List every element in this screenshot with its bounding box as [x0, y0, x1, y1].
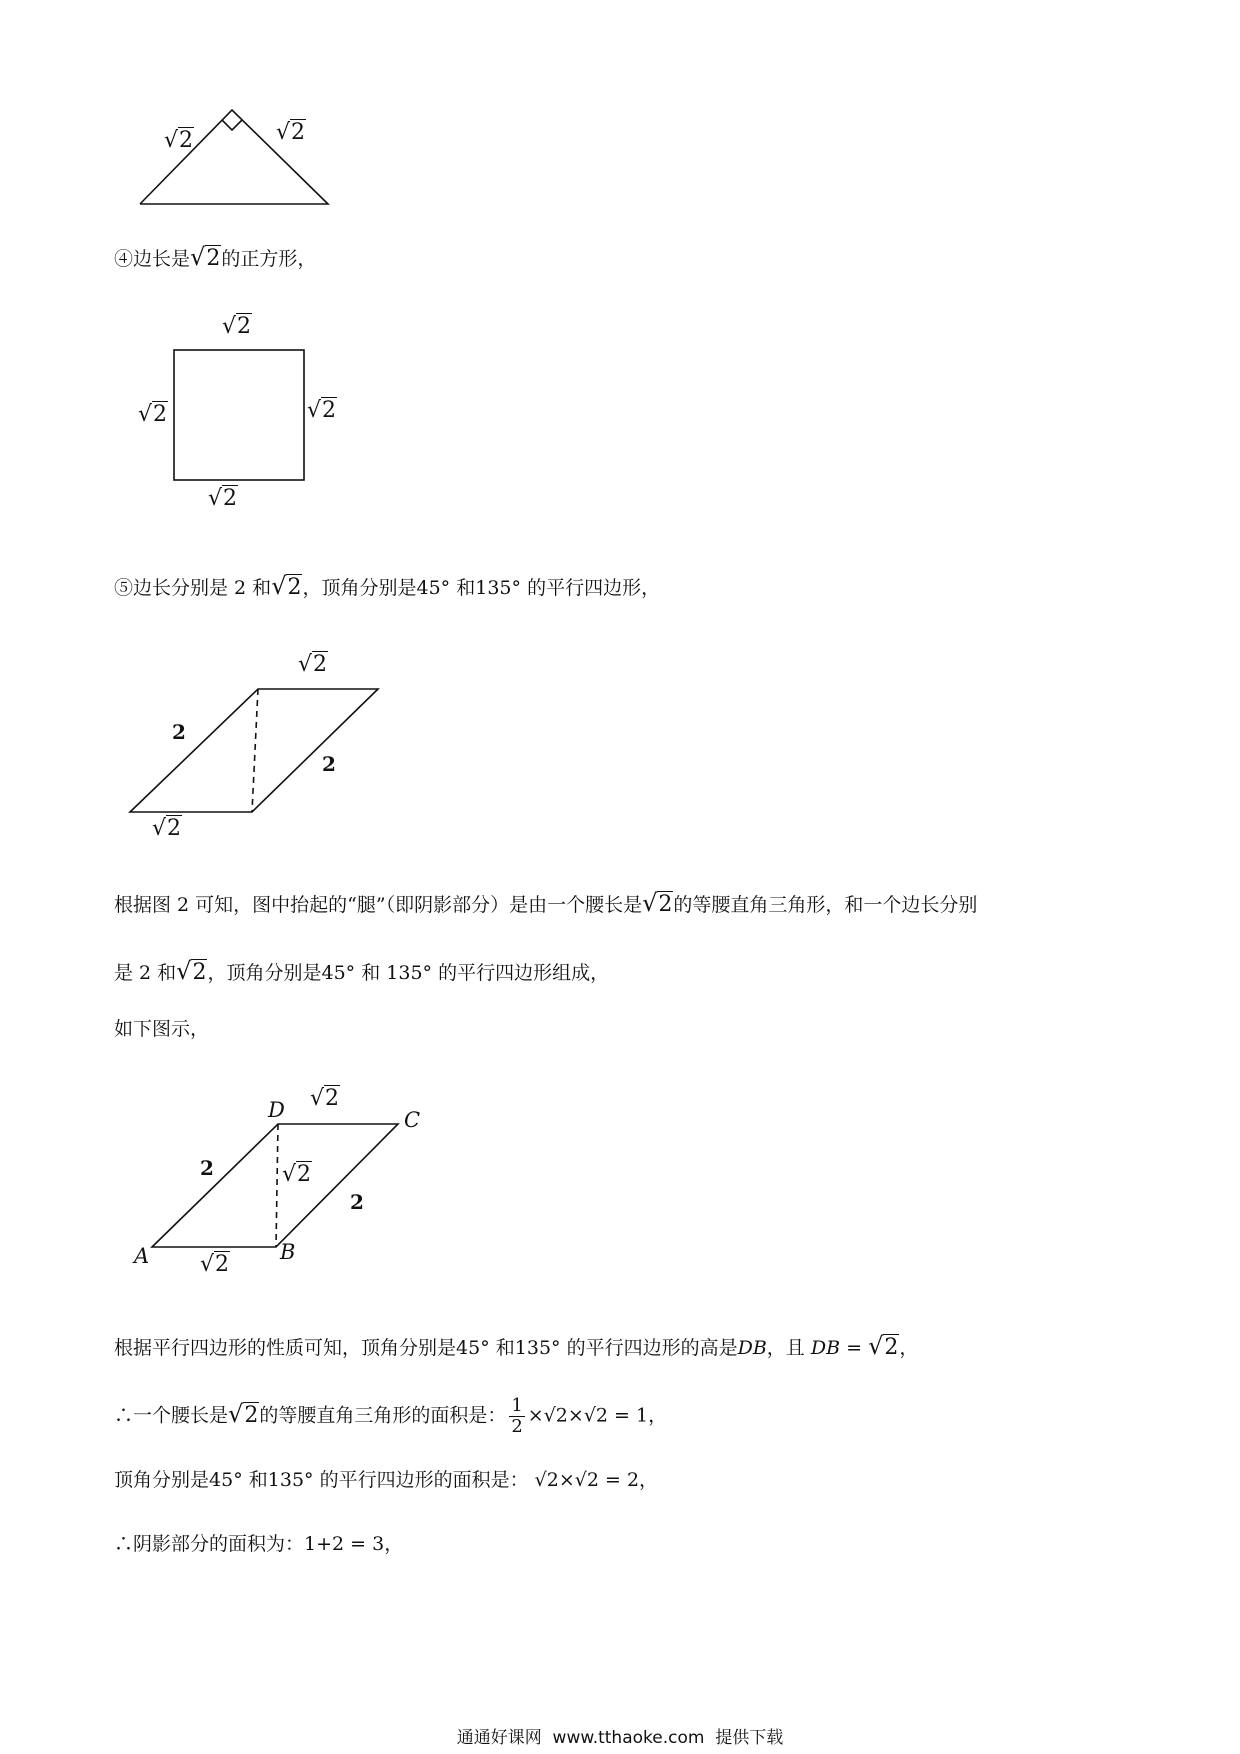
para3-eq-lhs: DB — [810, 1337, 841, 1359]
para1-line2 — [114, 957, 609, 987]
triangle-right-label: √2 — [276, 120, 306, 145]
point-c-label: C — [404, 1108, 421, 1132]
para3-text-b: 和 — [495, 1337, 515, 1359]
item5-text-d: 的平行四边形， — [527, 577, 661, 599]
item4-text-after: 的正方形， — [221, 248, 317, 270]
para4-prefix: ∴一个腰长是 — [114, 1404, 229, 1427]
square-top-label: √2 — [222, 314, 252, 339]
item5-angle2: 135° — [475, 577, 522, 599]
para4-tail: ， — [648, 1404, 668, 1427]
para5-text-c: 的平行四边形的面积是： — [319, 1469, 529, 1491]
abcd-left-label: 2 — [200, 1156, 214, 1180]
footer-text: 通通好课网 www.tthaoke.com 提供下载 — [456, 1728, 784, 1748]
para3-text-e: ， — [899, 1337, 919, 1359]
para1-line1 — [114, 889, 977, 919]
item5-line — [114, 572, 660, 602]
para1-line2-d: 的平行四边形组成， — [438, 962, 610, 984]
para4-sqrt: √2 — [228, 1399, 259, 1428]
item5-sqrt: √2 — [271, 572, 302, 600]
para5-angle1: 45° — [209, 1469, 243, 1491]
triangle-left-label: √2 — [164, 128, 194, 153]
parallelogram-right-label: 2 — [322, 752, 336, 776]
para6-line — [114, 1530, 403, 1558]
para1-line2-b: ，顶角分别是 — [207, 962, 322, 984]
abcd-right-label: 2 — [350, 1190, 364, 1214]
square-bottom-label: √2 — [208, 486, 238, 511]
para4-fraction: $\frac{1}{2}$ — [511, 1395, 523, 1437]
para3-text-c: 的平行四边形的高是 — [566, 1337, 738, 1359]
para3-text-d: ，且 — [766, 1337, 805, 1359]
para6-text-a: ∴阴影部分的面积为： — [114, 1533, 305, 1555]
para4-text-a: 的等腰直角三角形的面积是： — [259, 1404, 507, 1427]
para5-text-b: 和 — [248, 1469, 268, 1491]
para6-expr: 1+2 = 3 — [304, 1533, 385, 1555]
item4-text-before: 边长是 — [133, 248, 191, 270]
point-d-label: D — [268, 1098, 285, 1122]
point-b-label: B — [280, 1240, 296, 1264]
item4-marker: ④ — [114, 248, 134, 270]
para1-line1-b: 的等腰直角三角形，和一个边长分别 — [673, 894, 978, 916]
item5-text-a: 边长分别是 2 和 — [133, 577, 272, 599]
parallelogram-figure — [130, 689, 378, 812]
para1-sqrt1: √2 — [642, 889, 673, 917]
square-left-label: √2 — [138, 402, 168, 427]
square-right-label: √2 — [307, 398, 337, 423]
para5-angle2: 135° — [267, 1469, 314, 1491]
para2-line — [114, 1015, 209, 1043]
parallelogram-left-label: 2 — [172, 720, 186, 744]
para1-angle1: 45° — [321, 962, 356, 984]
item5-marker: ⑤ — [114, 577, 134, 599]
para1-angle2: 135° — [386, 962, 433, 984]
para3-angle2: 135° — [514, 1337, 561, 1359]
para1-sqrt2: √2 — [176, 957, 207, 985]
parallelogram-bottom-label: √2 — [152, 816, 182, 841]
page-footer — [0, 1723, 1240, 1748]
para5-expr: √2×√2 = 2 — [534, 1469, 640, 1491]
para3-line — [114, 1332, 918, 1362]
abcd-bottom-label: √2 — [200, 1252, 230, 1277]
abcd-middle-label: √2 — [282, 1162, 312, 1187]
item5-text-c: 和 — [456, 577, 476, 599]
para5-line — [114, 1466, 658, 1494]
para5-tail: ， — [639, 1469, 659, 1491]
para6-tail: ， — [384, 1533, 404, 1555]
abcd-top-label: √2 — [310, 1086, 340, 1111]
point-a-label: A — [134, 1244, 150, 1268]
item5-angle1: 45° — [416, 577, 451, 599]
item5-text-b: ，顶角分别是 — [302, 577, 417, 599]
para1-line1-a: 根据图 2 可知，图中抬起的“腿”（即阴影部分）是由一个腰长是 — [114, 894, 643, 916]
para4-line — [114, 1396, 667, 1437]
para3-var: DB — [737, 1337, 767, 1359]
para5-text-a: 顶角分别是 — [114, 1469, 210, 1491]
parallelogram-top-label: √2 — [298, 652, 328, 677]
square-figure — [174, 350, 304, 480]
para3-sqrt: √2 — [868, 1332, 899, 1360]
para3-eq-op: = — [846, 1337, 863, 1359]
parallelogram-abcd-figure — [152, 1124, 398, 1247]
item4-line — [114, 243, 316, 273]
para2-text: 如下图示， — [114, 1018, 210, 1040]
para3-text-a: 根据平行四边形的性质可知，顶角分别是 — [114, 1337, 457, 1359]
para4-expr: ×√2×√2 = 1 — [527, 1404, 649, 1427]
para1-line2-c: 和 — [361, 962, 381, 984]
item4-sqrt: √2 — [190, 243, 221, 271]
para1-line2-a: 是 2 和 — [114, 962, 177, 984]
para3-angle1: 45° — [456, 1337, 490, 1359]
